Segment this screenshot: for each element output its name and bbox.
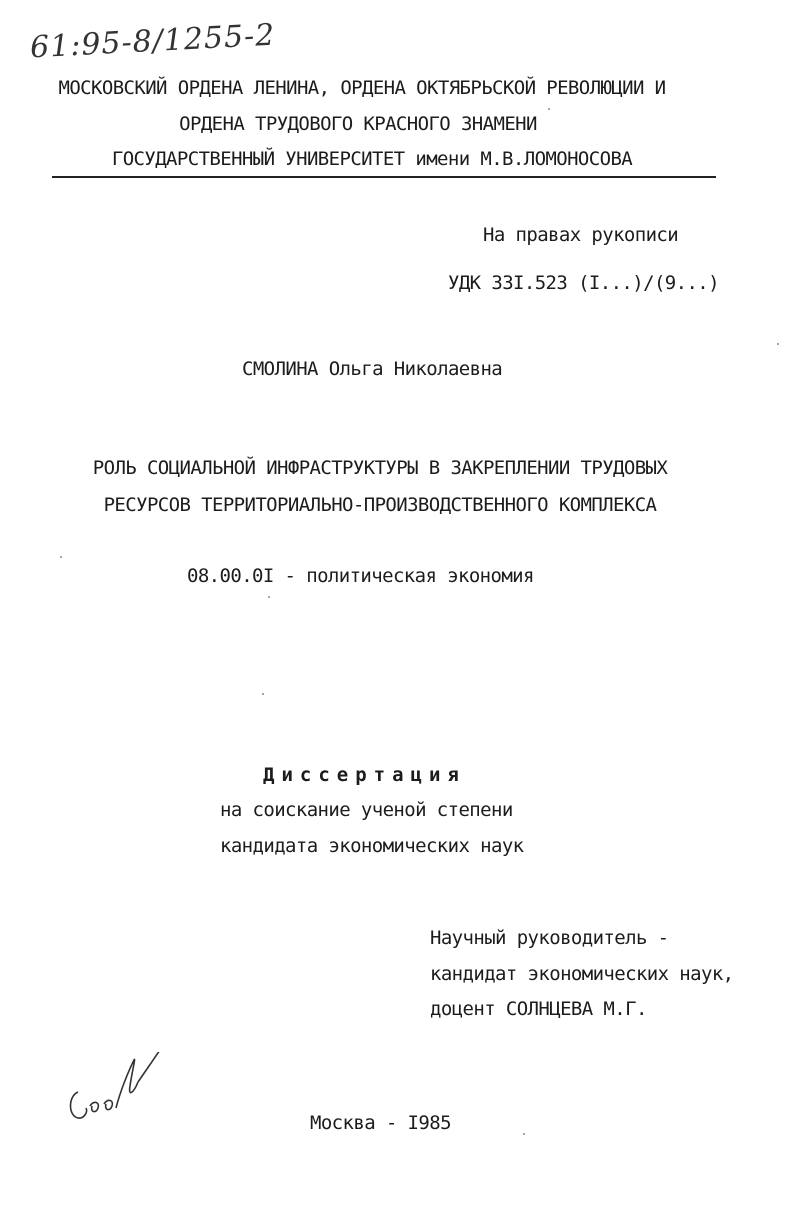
degree-line-1: на соискание ученой степени (220, 799, 513, 821)
university-line-2: ОРДЕНА ТРУДОВОГО КРАСНОГО ЗНАМЕНИ (179, 113, 537, 135)
scan-speck (262, 693, 264, 695)
handwritten-signature (64, 1052, 174, 1132)
signature-drawing (64, 1052, 174, 1132)
supervisor-line-3: доцент СОЛНЦЕВА М.Г. (430, 998, 647, 1020)
scan-speck (777, 343, 779, 345)
udk-code: УДК 33I.523 (I...)/(9...) (448, 272, 719, 294)
scan-speck (548, 108, 550, 110)
degree-line-2: кандидата экономических наук (220, 835, 524, 857)
place-and-year: Москва - I985 (310, 1112, 451, 1134)
scan-speck (268, 596, 270, 598)
supervisor-line-2: кандидат экономических наук, (430, 963, 734, 985)
thesis-title-line-2: РЕСУРСОВ ТЕРРИТОРИАЛЬНО-ПРОИЗВОДСТВЕННОГО КОМПЛЕКСА (103, 494, 657, 516)
header-divider (52, 176, 716, 178)
author-name: СМОЛИНА Ольга Николаевна (242, 358, 503, 380)
thesis-title-line-1: РОЛЬ СОЦИАЛЬНОЙ ИНФРАСТРУКТУРЫ В ЗАКРЕПЛЕНИИ ТРУДОВЫХ (92, 457, 668, 479)
archive-handwritten-mark: 61:95-8/1255-2 (29, 17, 277, 66)
specialty-code: 08.00.0I - политическая экономия (187, 565, 534, 587)
manuscript-note: На правах рукописи (483, 224, 679, 246)
supervisor-line-1: Научный руководитель - (430, 927, 669, 949)
university-line-1: МОСКОВСКИЙ ОРДЕНА ЛЕНИНА, ОРДЕНА ОКТЯБРЬСКОЙ РЕВОЛЮЦИИ И (58, 77, 666, 99)
scan-speck (523, 1133, 525, 1135)
dissertation-heading: Диссертация (263, 764, 466, 786)
university-line-3: ГОСУДАРСТВЕННЫЙ УНИВЕРСИТЕТ имени М.В.ЛОМОНОСОВА (111, 148, 633, 170)
scan-speck (60, 556, 62, 558)
